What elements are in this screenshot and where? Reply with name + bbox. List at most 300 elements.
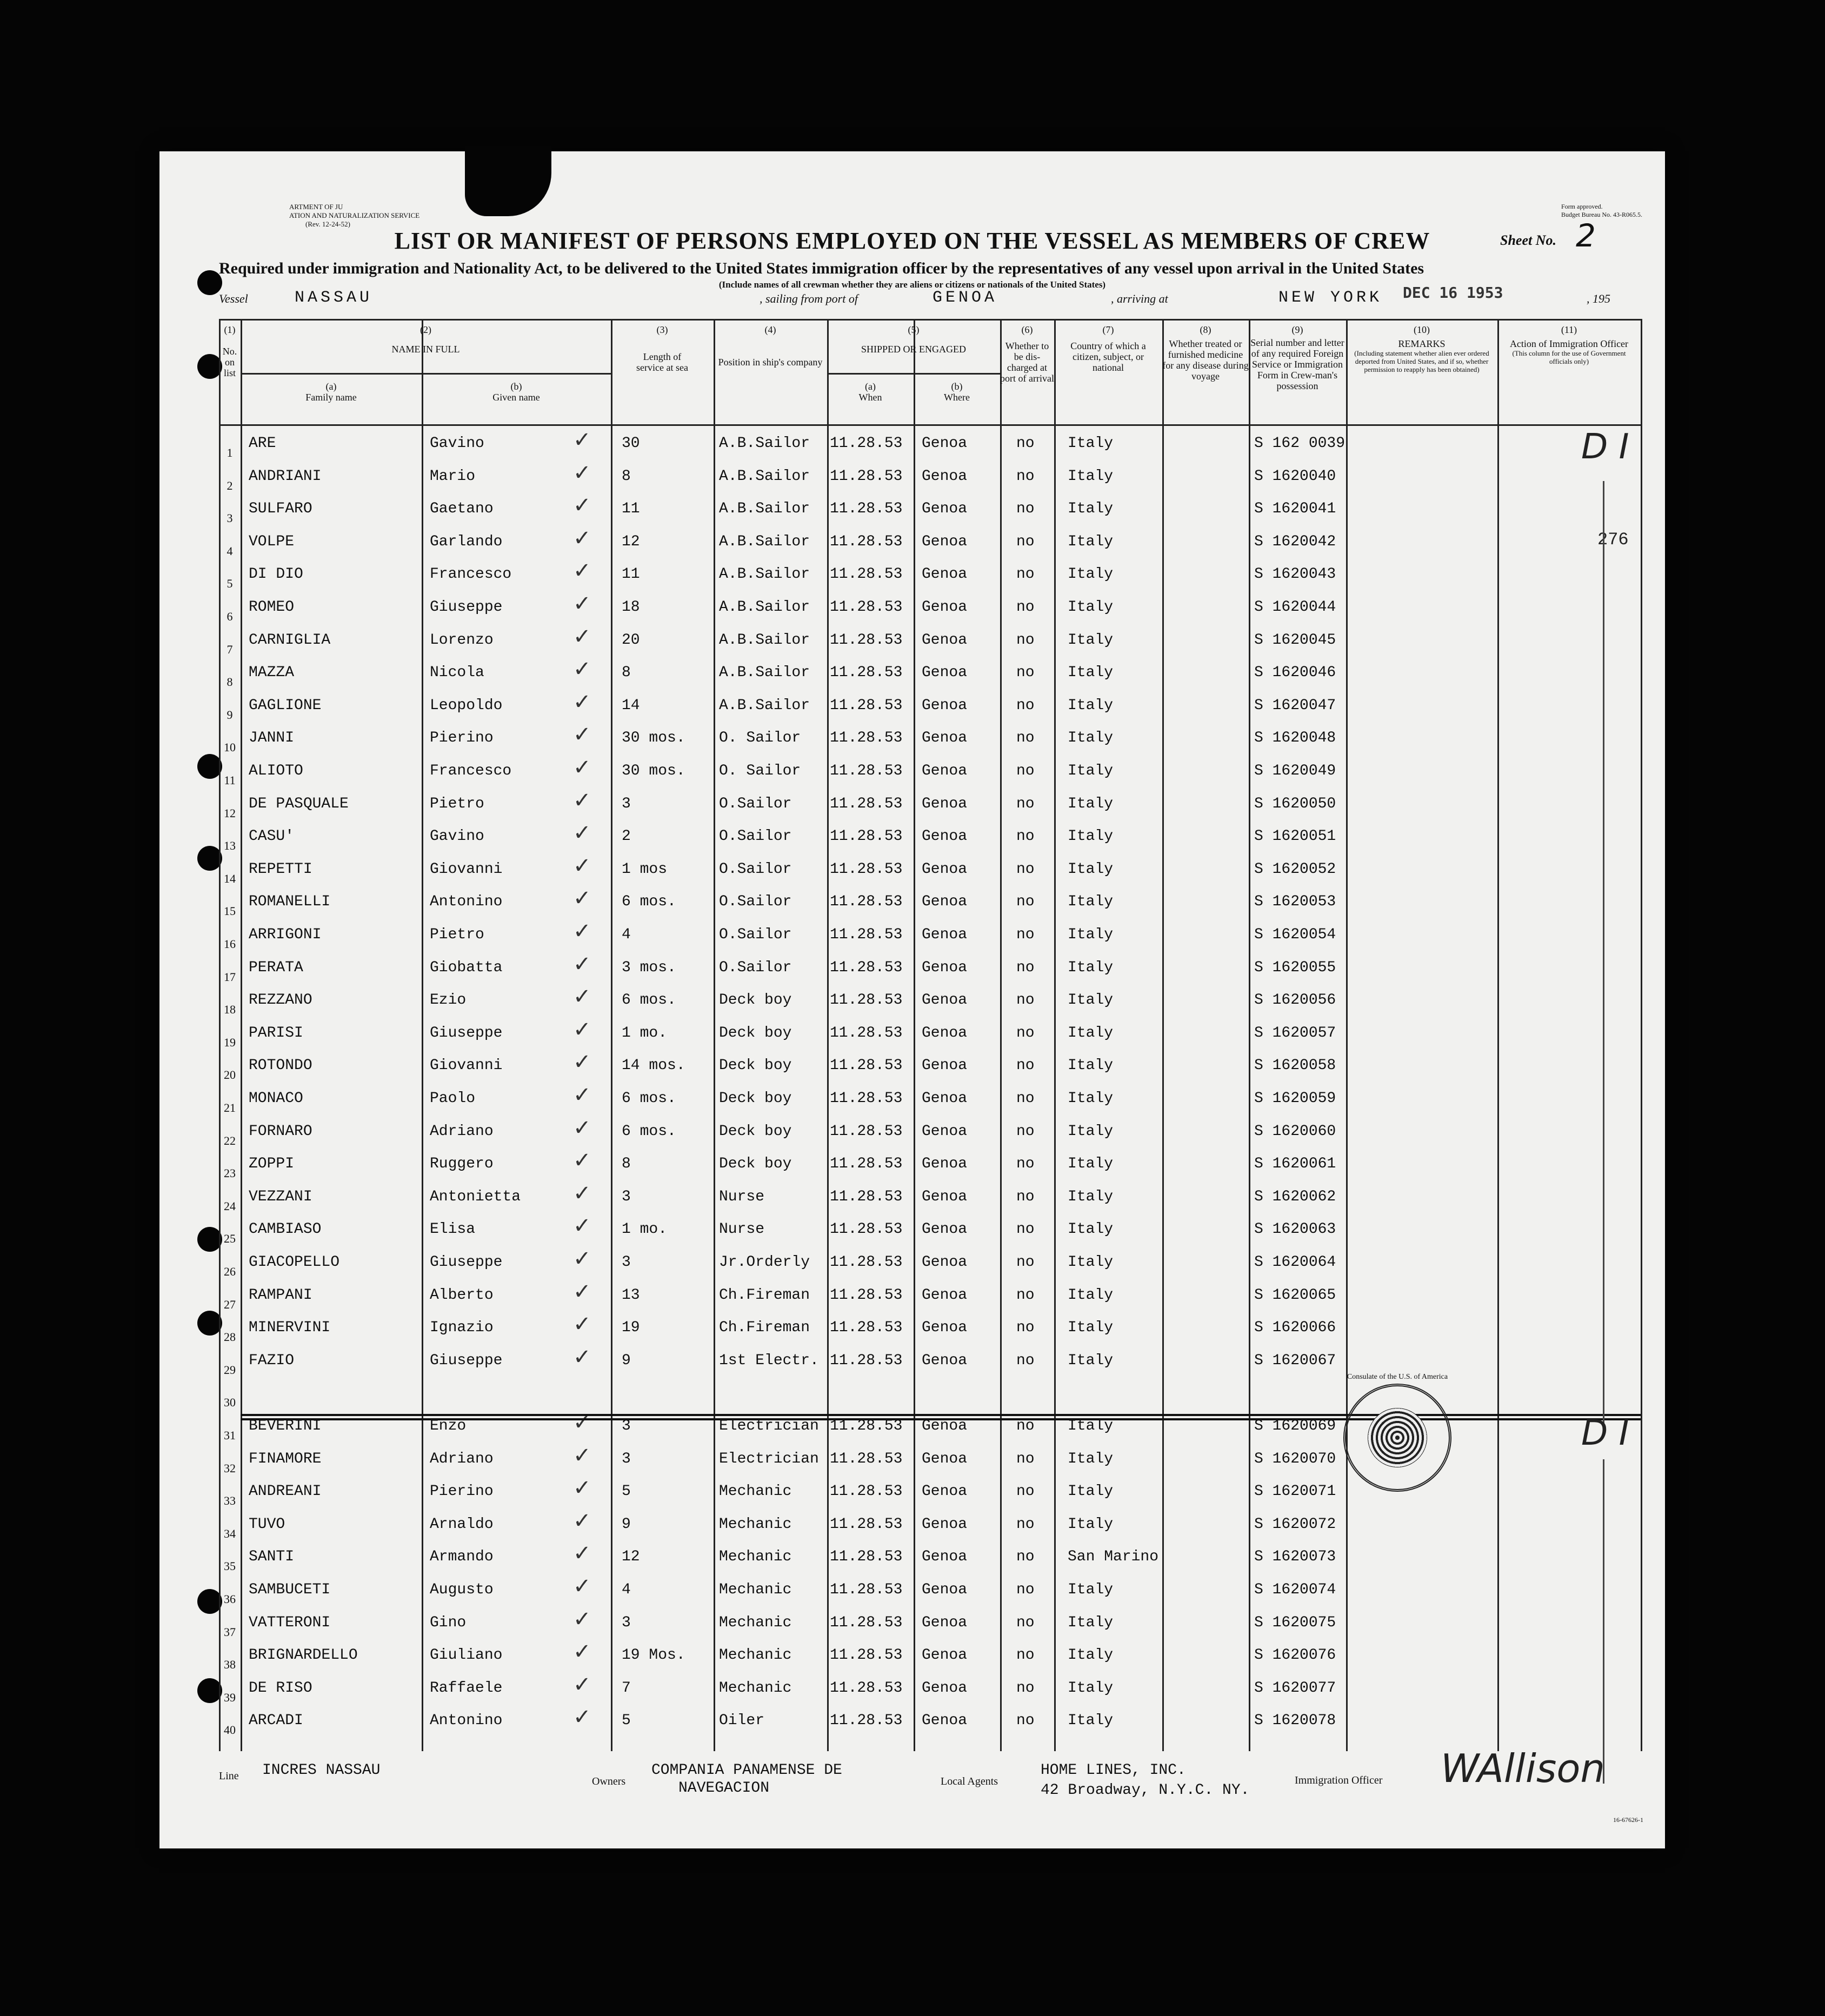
position: O.Sailor (719, 959, 792, 976)
country: Italy (1068, 1581, 1114, 1598)
serial-number: S 1620053 (1254, 893, 1336, 911)
discharged: no (1016, 1516, 1035, 1533)
col-header-remarks: (10) REMARKS (Including statement whether alien ever ordered deported from United States, and if so, whether permission to reapply has been obtained) (1354, 324, 1489, 373)
port-name: GENOA (933, 289, 998, 307)
country: Italy (1068, 1647, 1114, 1664)
shipped-where: Genoa (922, 1516, 968, 1533)
family-name: VOLPE (249, 533, 295, 550)
family-name: JANNI (249, 730, 295, 747)
check-mark-icon: ✓ (573, 1705, 591, 1730)
country: Italy (1068, 1712, 1114, 1730)
country: Italy (1068, 1024, 1114, 1042)
family-name: DI DIO (249, 566, 303, 583)
serial-number: S 1620072 (1254, 1516, 1336, 1533)
check-mark-icon: ✓ (573, 1115, 591, 1140)
check-mark-icon: ✓ (573, 951, 591, 977)
serial-number: S 1620060 (1254, 1123, 1336, 1140)
given-name: Armando (430, 1548, 494, 1566)
given-name: Leopoldo (430, 697, 503, 714)
shipped-when: 11.28.53 (830, 1516, 903, 1533)
family-name: VEZZANI (249, 1188, 312, 1205)
country: Italy (1068, 1090, 1114, 1107)
check-mark-icon: ✓ (573, 1213, 591, 1239)
position: O.Sailor (719, 860, 792, 878)
form-approval: Form approved. Budget Bureau No. 43-R065.5. (1561, 203, 1642, 218)
serial-number: S 1620061 (1254, 1156, 1336, 1173)
shipped-when: 11.28.53 (830, 1024, 903, 1042)
serial-number: S 1620075 (1254, 1614, 1336, 1631)
shipped-when: 11.28.53 (830, 1352, 903, 1369)
col-header-where: (b) Where (944, 381, 970, 403)
length-of-service: 18 (622, 599, 640, 616)
shipped-where: Genoa (922, 1548, 968, 1566)
discharged: no (1016, 1581, 1035, 1598)
shipped-where: Genoa (922, 1319, 968, 1337)
serial-number: S 1620066 (1254, 1319, 1336, 1337)
family-name: BRIGNARDELLO (249, 1647, 358, 1664)
given-name: Pierino (430, 730, 494, 747)
check-mark-icon: ✓ (573, 1148, 591, 1173)
given-name: Francesco (430, 763, 512, 779)
table-row (219, 787, 1641, 823)
table-row (219, 1314, 1641, 1346)
length-of-service: 3 (622, 1188, 631, 1205)
length-of-service: 12 (622, 533, 640, 550)
shipped-when: 11.28.53 (830, 1286, 903, 1304)
shipped-where: Genoa (922, 1123, 968, 1140)
given-name: Giovanni (430, 860, 503, 878)
check-mark-icon: ✓ (573, 755, 591, 780)
shipped-when: 11.28.53 (830, 500, 903, 518)
given-name: Ruggero (430, 1156, 494, 1173)
given-name: Raffaele (430, 1679, 503, 1697)
country: Italy (1068, 1221, 1114, 1238)
shipped-where: Genoa (922, 1483, 968, 1500)
serial-number: S 1620044 (1254, 599, 1336, 616)
length-of-service: 6 mos. (622, 1123, 676, 1140)
check-mark-icon: ✓ (573, 1476, 591, 1501)
given-name: Pierino (430, 1483, 494, 1500)
given-name: Pietro (430, 926, 484, 943)
shipped-when: 11.28.53 (830, 860, 903, 878)
given-name: Antonietta (430, 1188, 521, 1205)
position: O.Sailor (719, 828, 792, 845)
check-mark-icon: ✓ (573, 853, 591, 878)
family-name: MONACO (249, 1090, 303, 1107)
position: A.B.Sailor (719, 664, 810, 682)
length-of-service: 3 (622, 795, 631, 812)
position: A.B.Sailor (719, 468, 810, 485)
length-of-service: 8 (622, 468, 631, 485)
col-header-given: (b) Given name (492, 381, 540, 403)
discharged: no (1016, 435, 1035, 452)
family-name: MAZZA (249, 664, 295, 682)
serial-number: S 1620057 (1254, 1024, 1336, 1042)
serial-number: S 1620045 (1254, 631, 1336, 649)
table-row (219, 1052, 1641, 1084)
shipped-where: Genoa (922, 533, 968, 550)
serial-number: S 1620050 (1254, 795, 1336, 812)
shipped-where: Genoa (922, 926, 968, 943)
country: Italy (1068, 1450, 1114, 1467)
family-name: FAZIO (249, 1352, 295, 1369)
position: O.Sailor (719, 926, 792, 943)
check-mark-icon: ✓ (573, 820, 591, 846)
shipped-where: Genoa (922, 1221, 968, 1238)
country: Italy (1068, 893, 1114, 911)
table-row (219, 430, 1641, 462)
vertical-pen-line (1603, 1459, 1604, 1784)
family-name: CASU' (249, 828, 295, 845)
length-of-service: 30 mos. (622, 730, 685, 747)
officer-signature: WAllison (1441, 1746, 1606, 1791)
serial-number: S 1620074 (1254, 1581, 1336, 1598)
length-of-service: 20 (622, 631, 640, 649)
family-name: PARISI (249, 1024, 303, 1042)
discharged: no (1016, 1024, 1035, 1042)
serial-number: S 1620055 (1254, 959, 1336, 976)
serial-number: S 1620051 (1254, 828, 1336, 845)
row-number: 1 (227, 446, 233, 459)
check-mark-icon: ✓ (573, 886, 591, 911)
country: Italy (1068, 1614, 1114, 1631)
shipped-where: Genoa (922, 468, 968, 485)
row-number: 39 (224, 1690, 236, 1704)
shipped-when: 11.28.53 (830, 631, 903, 649)
check-mark-icon: ✓ (573, 984, 591, 1010)
owners-label: Owners (592, 1775, 626, 1787)
given-name: Gavino (430, 435, 484, 452)
row-number: 11 (224, 773, 236, 787)
shipped-when: 11.28.53 (830, 1123, 903, 1140)
table-row (219, 525, 1641, 560)
serial-number: S 1620048 (1254, 730, 1336, 747)
country: San Marino (1068, 1548, 1159, 1566)
check-mark-icon: ✓ (573, 1344, 591, 1370)
serial-number: S 1620054 (1254, 926, 1336, 943)
country: Italy (1068, 1156, 1114, 1173)
table-row (219, 1180, 1641, 1216)
country: Italy (1068, 468, 1114, 485)
line-label: Line (219, 1770, 239, 1782)
discharged: no (1016, 1221, 1035, 1238)
given-name: Lorenzo (430, 631, 494, 649)
shipped-when: 11.28.53 (830, 1679, 903, 1697)
subtitle: Required under immigration and Nationality Act, to be delivered to the United States immigration officer by the representatives of any vessel upon arrival in the United States (219, 259, 1424, 277)
table-row (219, 921, 1641, 953)
length-of-service: 6 mos. (622, 992, 676, 1009)
date-stamp: DEC 16 1953 (1403, 284, 1503, 302)
shipped-when: 11.28.53 (830, 599, 903, 616)
col-header-when: (a) When (858, 381, 882, 403)
position: Electrician (719, 1450, 819, 1467)
discharged: no (1016, 860, 1035, 878)
shipped-where: Genoa (922, 992, 968, 1009)
table-row (219, 951, 1641, 986)
length-of-service: 6 mos. (622, 1090, 676, 1107)
shipped-when: 11.28.53 (830, 697, 903, 714)
position: Mechanic (719, 1581, 792, 1598)
length-of-service: 3 (622, 1418, 631, 1434)
length-of-service: 14 (622, 697, 640, 714)
shipped-where: Genoa (922, 435, 968, 452)
country: Italy (1068, 664, 1114, 682)
given-name: Garlando (430, 533, 503, 550)
table-row (219, 659, 1641, 691)
table-row (219, 1543, 1641, 1576)
length-of-service: 12 (622, 1548, 640, 1566)
page-title: LIST OR MANIFEST OF PERSONS EMPLOYED ON THE VESSEL AS MEMBERS OF CREW (394, 228, 1430, 254)
serial-number: S 1620046 (1254, 664, 1336, 682)
position: Deck boy (719, 1057, 792, 1074)
discharged: no (1016, 566, 1035, 583)
family-name: FINAMORE (249, 1450, 322, 1467)
table-row (219, 1246, 1641, 1281)
discharged: no (1016, 664, 1035, 682)
discharged: no (1016, 1188, 1035, 1205)
position: Mechanic (719, 1679, 792, 1697)
family-name: CAMBIASO (249, 1221, 322, 1238)
country: Italy (1068, 992, 1114, 1009)
length-of-service: 3 (622, 1254, 631, 1271)
position: Jr.Orderly (719, 1254, 810, 1271)
vessel-name: NASSAU (295, 289, 373, 307)
family-name: RAMPANI (249, 1286, 312, 1304)
serial-number: S 1620056 (1254, 992, 1336, 1009)
table-row (219, 689, 1641, 724)
family-name: VATTERONI (249, 1614, 331, 1631)
discharged: no (1016, 1254, 1035, 1271)
discharged: no (1016, 1548, 1035, 1566)
col-header-action: (11) Action of Immigration Officer (This column for the use of Government officials only) (1509, 324, 1629, 365)
row-number: 21 (224, 1101, 236, 1114)
check-mark-icon: ✓ (573, 919, 591, 944)
position: O. Sailor (719, 730, 801, 747)
col-header-shipped: (5) SHIPPED OR ENGAGED (861, 324, 966, 355)
row-number: 25 (224, 1232, 236, 1246)
check-mark-icon: ✓ (573, 1541, 591, 1566)
row-number: 27 (224, 1297, 236, 1311)
serial-number: S 1620077 (1254, 1679, 1336, 1697)
discharged: no (1016, 959, 1035, 976)
country: Italy (1068, 1188, 1114, 1205)
shipped-where: Genoa (922, 1286, 968, 1304)
table-row (219, 820, 1641, 855)
serial-number: S 1620059 (1254, 1090, 1336, 1107)
row-number: 15 (224, 904, 236, 918)
family-name: MINERVINI (249, 1319, 331, 1337)
table-row (219, 1576, 1641, 1608)
agency-header: ARTMENT OF JU ATION AND NATURALIZATION SERVICE (Rev. 12-24-52) (289, 203, 420, 228)
length-of-service: 2 (622, 828, 631, 845)
row-number: 8 (227, 675, 233, 689)
table-row (219, 724, 1641, 757)
check-mark-icon: ✓ (573, 460, 591, 485)
row-number: 9 (227, 707, 233, 722)
agents-label: Local Agents (941, 1775, 998, 1787)
discharged: no (1016, 730, 1035, 747)
length-of-service: 9 (622, 1352, 631, 1369)
position: 1st Electr. (719, 1352, 819, 1369)
position: Deck boy (719, 1090, 792, 1107)
length-of-service: 30 mos. (622, 763, 685, 779)
check-mark-icon: ✓ (573, 1672, 591, 1697)
country: Italy (1068, 1418, 1114, 1434)
shipped-when: 11.28.53 (830, 1418, 903, 1434)
country: Italy (1068, 631, 1114, 649)
discharged: no (1016, 1712, 1035, 1730)
shipped-when: 11.28.53 (830, 1483, 903, 1500)
check-mark-icon: ✓ (573, 1410, 591, 1435)
family-name: ARCADI (249, 1712, 303, 1730)
check-mark-icon: ✓ (573, 689, 591, 715)
country: Italy (1068, 795, 1114, 812)
family-name: ROTONDO (249, 1057, 312, 1074)
line-value: INCRES NASSAU (262, 1762, 381, 1779)
shipped-when: 11.28.53 (830, 1319, 903, 1337)
shipped-when: 11.28.53 (830, 992, 903, 1009)
country: Italy (1068, 926, 1114, 943)
table-row (219, 1641, 1641, 1674)
given-name: Giuliano (430, 1647, 503, 1664)
shipped-when: 11.28.53 (830, 828, 903, 845)
row-number: 29 (224, 1363, 236, 1377)
row-number: 10 (224, 740, 236, 755)
table-row (219, 1707, 1641, 1739)
shipped-where: Genoa (922, 1090, 968, 1107)
position: Mechanic (719, 1647, 792, 1664)
length-of-service: 11 (622, 500, 640, 518)
country: Italy (1068, 828, 1114, 845)
shipped-where: Genoa (922, 860, 968, 878)
family-name: REPETTI (249, 860, 312, 878)
check-mark-icon: ✓ (573, 525, 591, 551)
given-name: Francesco (430, 566, 512, 583)
shipped-when: 11.28.53 (830, 468, 903, 485)
col-header-treated: (8) Whether treated or furnished medicine for any disease during voyage (1162, 324, 1249, 382)
table-row (219, 460, 1641, 495)
annotation-276: 276 (1597, 530, 1629, 550)
annotation-d1-mid: D I (1581, 1413, 1629, 1453)
length-of-service: 3 (622, 1450, 631, 1467)
row-number: 38 (224, 1658, 236, 1672)
given-name: Alberto (430, 1286, 494, 1304)
check-mark-icon: ✓ (573, 558, 591, 584)
given-name: Arnaldo (430, 1516, 494, 1533)
length-of-service: 8 (622, 1156, 631, 1173)
position: A.B.Sailor (719, 500, 810, 518)
given-name: Elisa (430, 1221, 476, 1238)
discharged: no (1016, 599, 1035, 616)
position: Deck boy (719, 1024, 792, 1042)
row-number: 36 (224, 1592, 236, 1606)
country: Italy (1068, 435, 1114, 452)
vertical-pen-line (1603, 481, 1604, 1427)
check-mark-icon: ✓ (573, 591, 591, 616)
check-mark-icon: ✓ (573, 624, 591, 649)
length-of-service: 19 (622, 1319, 640, 1337)
shipped-where: Genoa (922, 1057, 968, 1074)
shipped-when: 11.28.53 (830, 1614, 903, 1631)
table-row (219, 1213, 1641, 1248)
country: Italy (1068, 1483, 1114, 1500)
given-name: Giuseppe (430, 599, 503, 616)
given-name: Pietro (430, 795, 484, 812)
discharged: no (1016, 631, 1035, 649)
position: A.B.Sailor (719, 566, 810, 583)
given-name: Giobatta (430, 959, 503, 976)
family-name: PERATA (249, 959, 303, 976)
table-row (219, 1115, 1641, 1150)
shipped-when: 11.28.53 (830, 1254, 903, 1271)
col-header-name: (2) NAME IN FULL (391, 324, 460, 355)
table-row (219, 626, 1641, 659)
discharged: no (1016, 926, 1035, 943)
check-mark-icon: ✓ (573, 1574, 591, 1599)
row-number: 33 (224, 1494, 236, 1508)
shipped-when: 11.28.53 (830, 1581, 903, 1598)
consulate-seal-text: Consulate of the U.S. of America (1347, 1373, 1448, 1381)
country: Italy (1068, 566, 1114, 583)
country: Italy (1068, 1123, 1114, 1140)
length-of-service: 14 mos. (622, 1057, 685, 1074)
consulate-seal (1343, 1384, 1451, 1492)
family-name: CARNIGLIA (249, 631, 331, 649)
row-number: 14 (224, 871, 236, 885)
country: Italy (1068, 1352, 1114, 1369)
agents-value-1: HOME LINES, INC. (1041, 1762, 1186, 1779)
serial-number: S 1620063 (1254, 1221, 1336, 1238)
shipped-where: Genoa (922, 795, 968, 812)
table-row (219, 593, 1641, 626)
shipped-when: 11.28.53 (830, 763, 903, 779)
discharged: no (1016, 1123, 1035, 1140)
country: Italy (1068, 959, 1114, 976)
given-name: Augusto (430, 1581, 494, 1598)
family-name: ROMANELLI (249, 893, 331, 911)
position: Mechanic (719, 1483, 792, 1500)
shipped-where: Genoa (922, 828, 968, 845)
shipped-where: Genoa (922, 599, 968, 616)
shipped-where: Genoa (922, 1450, 968, 1467)
serial-number: S 1620043 (1254, 566, 1336, 583)
position: Ch.Fireman (719, 1286, 810, 1304)
shipped-when: 11.28.53 (830, 566, 903, 583)
given-name: Mario (430, 468, 476, 485)
length-of-service: 9 (622, 1516, 631, 1533)
position: Nurse (719, 1221, 765, 1238)
row-number: 5 (227, 577, 233, 591)
shipped-when: 11.28.53 (830, 730, 903, 747)
shipped-where: Genoa (922, 1024, 968, 1042)
shipped-when: 11.28.53 (830, 1057, 903, 1074)
row-number: 17 (224, 970, 236, 984)
given-name: Giovanni (430, 1057, 503, 1074)
row-number: 16 (224, 937, 236, 951)
given-name: Gavino (430, 828, 484, 845)
table-row (219, 1085, 1641, 1117)
serial-number: S 1620041 (1254, 500, 1336, 518)
position: Mechanic (719, 1548, 792, 1566)
serial-number: S 1620047 (1254, 697, 1336, 714)
shipped-when: 11.28.53 (830, 664, 903, 682)
check-mark-icon: ✓ (573, 787, 591, 813)
position: Nurse (719, 1188, 765, 1205)
check-mark-icon: ✓ (573, 1312, 591, 1337)
arrival-port: NEW YORK (1278, 289, 1383, 307)
discharged: no (1016, 1483, 1035, 1500)
shipped-when: 11.28.53 (830, 959, 903, 976)
